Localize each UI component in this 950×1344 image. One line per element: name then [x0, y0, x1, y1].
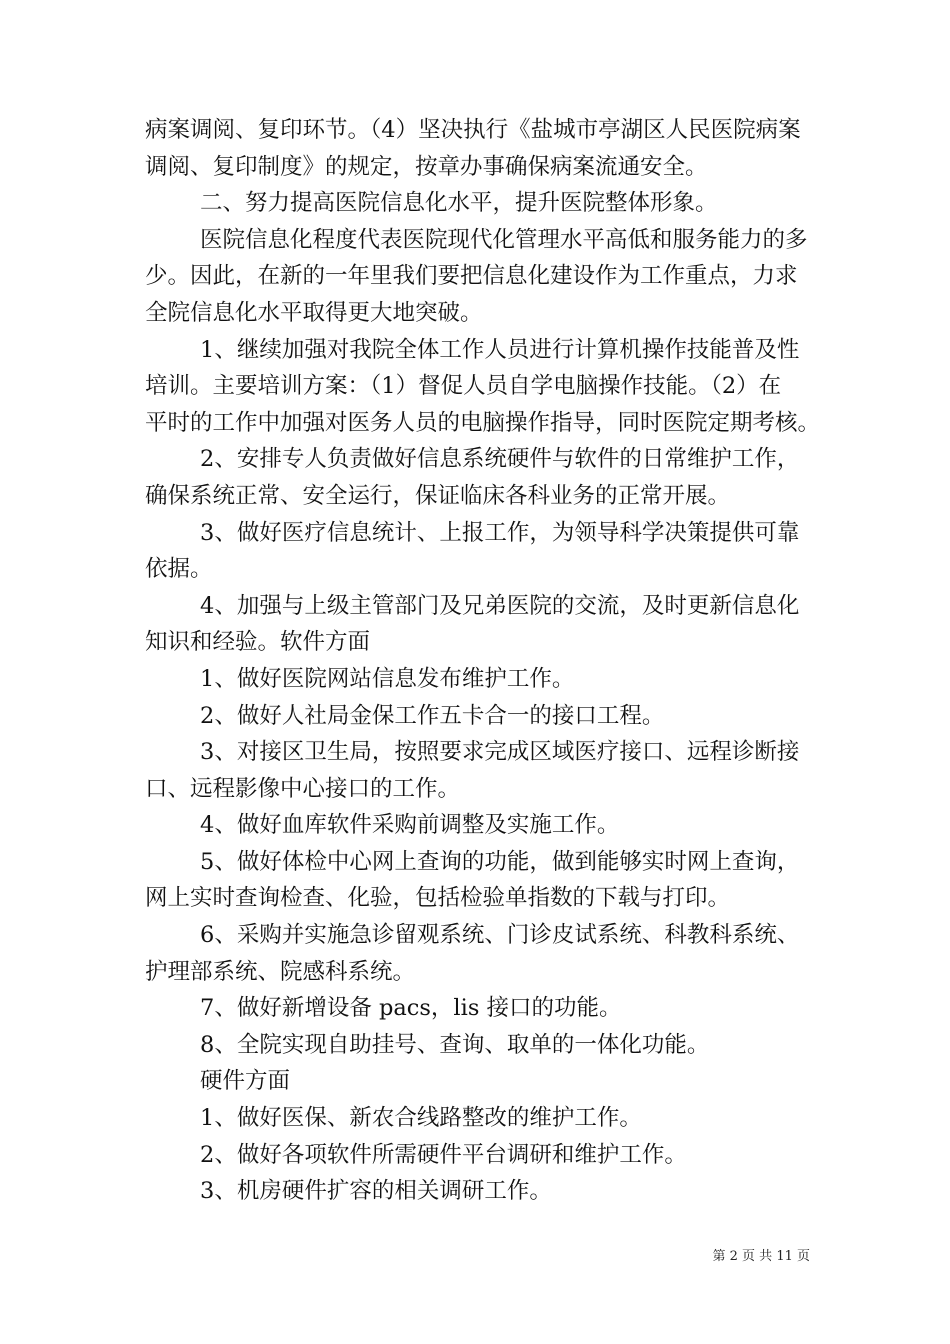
text-line: 硬件方面 [200, 1068, 291, 1095]
text-line: 病案调阅、复印环节。（4）坚决执行《盐城市亭湖区人民医院病案 [145, 117, 801, 143]
text-line: 5、做好体检中心网上查询的功能，做到能够实时网上查询， [200, 848, 800, 875]
text-line: 1、做好医保、新农合线路整改的维护工作。 [200, 1105, 642, 1132]
text-line: 平时的工作中加强对医务人员的电脑操作指导，同时医院定期考核。 [145, 409, 821, 436]
page-number-footer: 第 2 页 共 11 页 [712, 1249, 810, 1264]
text-line: 1、做好医院网站信息发布维护工作。 [200, 665, 575, 692]
text-line: 依据。 [145, 556, 213, 583]
text-line: 知识和经验。软件方面 [145, 629, 371, 656]
text-line: 3、做好医疗信息统计、上报工作，为领导科学决策提供可靠 [200, 519, 800, 546]
text-line: 3、对接区卫生局，按照要求完成区域医疗接口、远程诊断接 [200, 739, 800, 766]
text-line: 2、做好人社局金保工作五卡合一的接口工程。 [200, 702, 665, 729]
text-line: 3、机房硬件扩容的相关调研工作。 [200, 1178, 552, 1205]
text-line: 网上实时查询检查、化验，包括检验单指数的下载与打印。 [145, 885, 731, 912]
text-line: 7、做好新增设备 pacs，lis 接口的功能。 [200, 995, 622, 1022]
text-line: 全院信息化水平取得更大地突破。 [145, 299, 483, 326]
text-line: 4、加强与上级主管部门及兄弟医院的交流，及时更新信息化 [200, 592, 800, 619]
text-line: 二、努力提高医院信息化水平，提升医院整体形象。 [200, 190, 718, 217]
text-line: 医院信息化程度代表医院现代化管理水平高低和服务能力的多 [200, 226, 808, 253]
document-body [145, 112, 821, 1210]
text-line: 少。因此，在新的一年里我们要把信息化建设作为工作重点，力求 [145, 263, 798, 290]
text-line: 1、继续加强对我院全体工作人员进行计算机操作技能普及性 [200, 336, 800, 363]
text-line: 培训。主要培训方案：（1）督促人员自学电脑操作技能。（2）在 [145, 373, 782, 400]
text-line: 2、做好各项软件所需硬件平台调研和维护工作。 [200, 1141, 687, 1168]
text-line: 调阅、复印制度》的规定，按章办事确保病案流通安全。 [145, 153, 708, 180]
text-line: 护理部系统、院感科系统。 [145, 958, 416, 985]
text-line: 8、全院实现自助挂号、查询、取单的一体化功能。 [200, 1031, 710, 1058]
text-line: 6、采购并实施急诊留观系统、门诊皮试系统、科教科系统、 [200, 922, 800, 949]
text-line: 4、做好血库软件采购前调整及实施工作。 [200, 812, 620, 839]
text-line: 确保系统正常、安全运行，保证临床各科业务的正常开展。 [145, 482, 731, 509]
text-line: 口、远程影像中心接口的工作。 [145, 775, 461, 802]
text-line: 2、安排专人负责做好信息系统硬件与软件的日常维护工作， [200, 446, 800, 473]
